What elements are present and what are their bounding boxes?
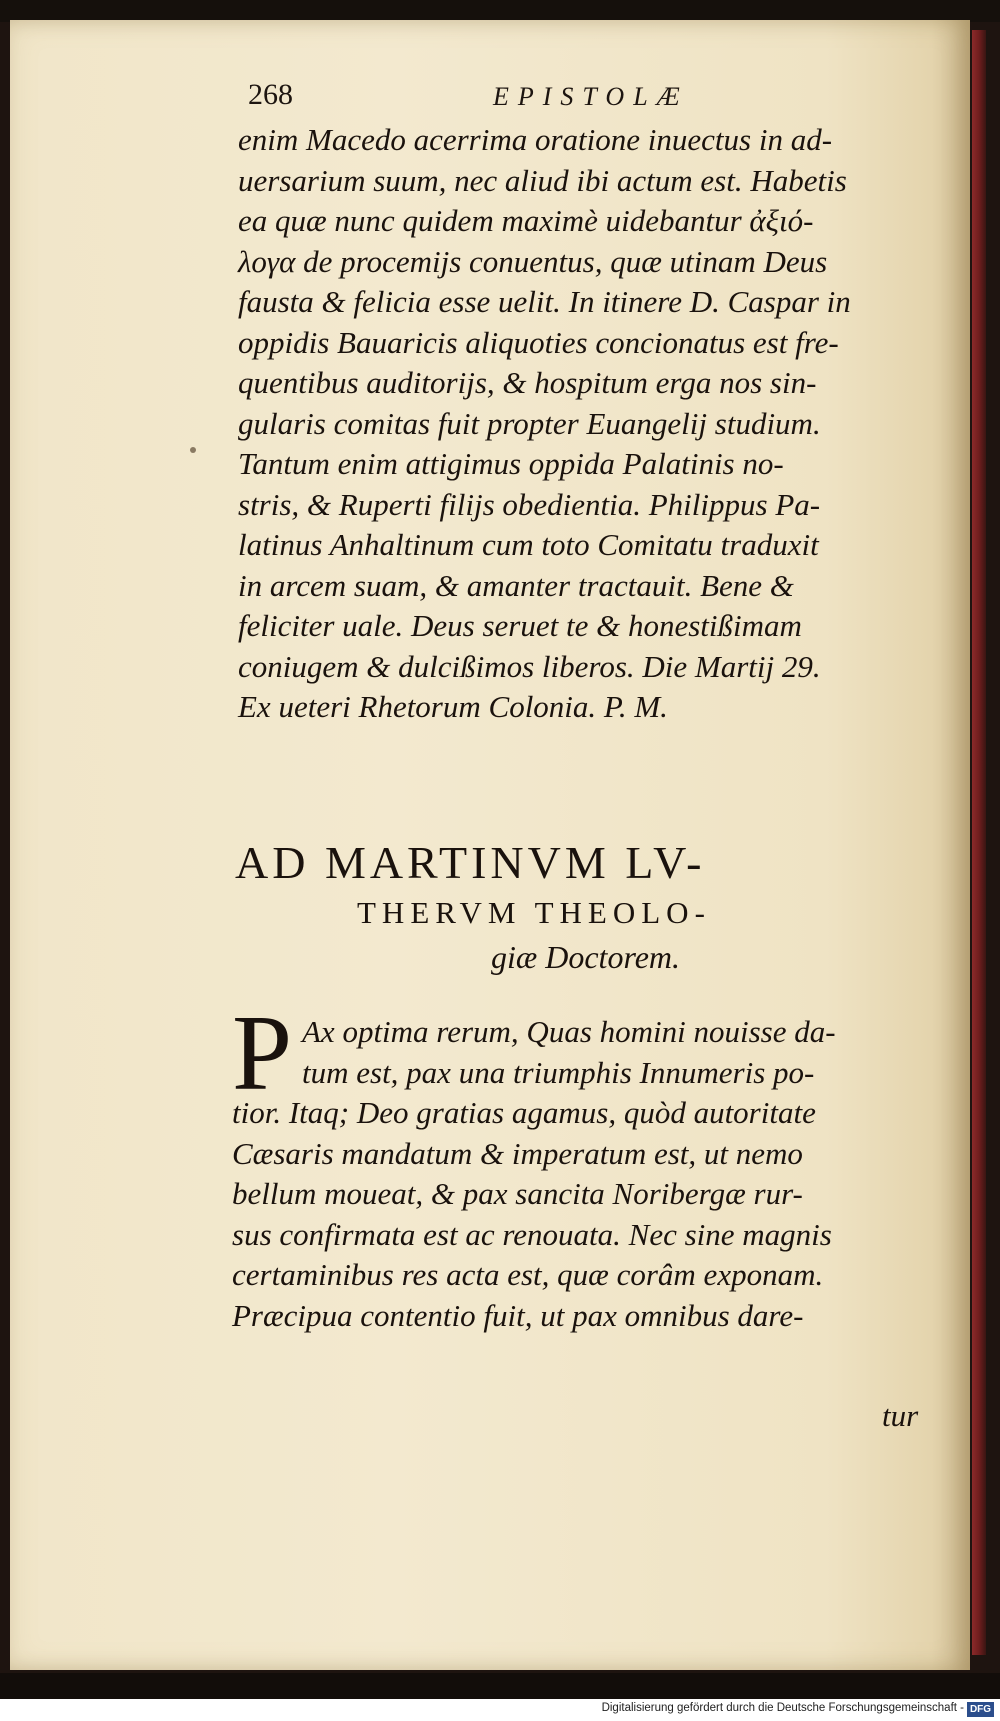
text-line: ea quæ nunc quidem maximè uidebantur ἀξιό-	[238, 203, 814, 238]
text-line: sus confirmata est ac renouata. Nec sine magnis	[232, 1216, 832, 1252]
text-line: coniugem & dulcißimos liberos. Die Martij 29.	[238, 648, 821, 684]
text-line: Tantum enim attigimus oppida Palatinis no-	[238, 446, 784, 481]
text-line: λογα de procemijs conuentus, quæ utinam Deus	[238, 243, 828, 279]
letter-text	[232, 994, 957, 1336]
text-line: Præcipua contentio fuit, ut pax omnibus dare-	[232, 1297, 804, 1333]
running-head: EPISTOLÆ	[493, 82, 689, 111]
text-line: bellum moueat, & pax sancita Noribergæ rur-	[232, 1176, 803, 1211]
text-line: feliciter uale. Deus seruet te & honestißimam	[238, 608, 802, 643]
footer-bar	[0, 1699, 1000, 1721]
text-line: certaminibus res acta est, quæ corâm exponam.	[232, 1257, 824, 1292]
heading-line-1: AD MARTINVM LV-	[235, 837, 706, 888]
text-line: uersarium suum, nec aliud ibi actum est. Habetis	[238, 162, 847, 198]
scan-top-border	[0, 0, 1000, 22]
text-line: oppidis Bauaricis aliquoties concionatus est fre-	[238, 324, 839, 360]
text-line: tum est, pax una triumphis Innumeris po-	[302, 1054, 815, 1090]
text-line: stris, & Ruperti filijs obedientia. Philippus Pa-	[238, 486, 821, 522]
text-line: Cæsaris mandatum & imperatum est, ut nemo	[232, 1135, 803, 1171]
book-edge	[972, 30, 986, 1655]
text-line: latinus Anhaltinum cum toto Comitatu traduxit	[238, 527, 819, 562]
heading-line-2: THERVM THEOLO-	[357, 895, 711, 930]
footer-credit: Digitalisierung gefördert durch die Deutsche Forschungsgemeinschaft -	[601, 1702, 964, 1714]
page-number: 268	[248, 78, 293, 111]
text-line: fausta & felicia esse uelit. In itinere D. Caspar in	[238, 284, 851, 319]
text-line: enim Macedo acerrima oratione inuectus in ad-	[238, 122, 833, 157]
continued-letter-text	[238, 120, 958, 728]
dfg-logo: DFG	[967, 1702, 994, 1717]
text-line: tior. Itaq; Deo gratias agamus, quòd autoritate	[232, 1095, 816, 1130]
text-line: in arcem suam, & amanter tractauit. Bene &	[238, 567, 794, 603]
letter-heading	[235, 835, 970, 979]
text-line: Ax optima rerum, Quas homini nouisse da-	[302, 1014, 836, 1049]
text-line: gularis comitas fuit propter Euangelij studium.	[238, 405, 821, 441]
drop-cap: P	[232, 994, 293, 1113]
text-line: Ex ueteri Rhetorum Colonia. P. M.	[238, 689, 668, 724]
page-header	[248, 78, 968, 118]
catchword: tur	[882, 1398, 919, 1433]
text-line: quentibus auditorijs, & hospitum erga nos sin-	[238, 365, 817, 400]
scan-bottom-border	[0, 1673, 1000, 1699]
paper-speck	[190, 447, 196, 453]
heading-line-3: giæ Doctorem.	[491, 939, 681, 975]
